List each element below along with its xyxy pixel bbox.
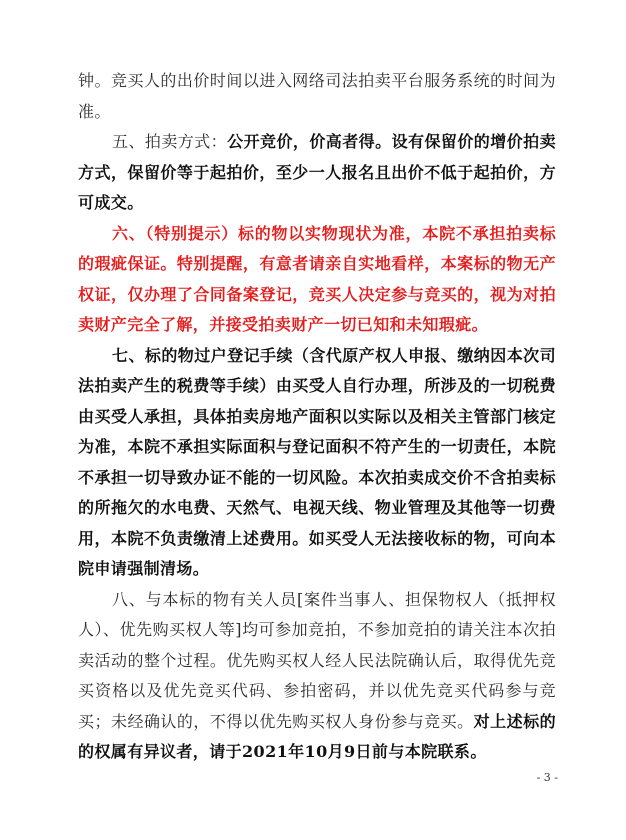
- related-parties-text: 八、与本标的物有关人员[案件当事人、担保物权人（抵押权人）、优先购买权人等]均可参加竞拍，不参加竞拍的请关注本次拍卖活动的整个过程。优先购买权人经人民法院确认后，取得优先竞买资格以及优先竞买代码、参拍密码，并以优先竞买代码参与竞买；未经确认的，不得以优先购买权人身份参与竞买。: [78, 589, 556, 731]
- paragraph-continuation: 钟。竞买人的出价时间以进入网络司法拍卖平台服务系统的时间为准。: [78, 71, 556, 121]
- document-body: [78, 66, 556, 768]
- paragraph-related-parties: [78, 585, 556, 768]
- auction-method-heading: 五、拍卖方式：: [112, 132, 228, 151]
- objection-deadline-text: 对上述标的的权属有异议者，请于2021年10月9日前与本院联系。: [78, 711, 556, 761]
- paragraph-transfer-registration: 七、标的物过户登记手续（含代原产权人申报、缴纳因本次司法拍卖产生的税费等手续）由买受人自行办理，所涉及的一切税费由买受人承担，具体拍卖房地产面积以实际以及相关主管部门核定为准，本院不承担实际面积与登记面积不符产生的一切责任，本院不承担一切导致办证不能的一切风险。本次拍卖成交价不含拍卖标的所拖欠的水电费、天然气、电视天线、物业管理及其他等一切费用，本院不负责缴清上述费用。如买受人无法接收标的物，可向本院申请强制清场。: [78, 345, 556, 578]
- paragraph-special-notice: 六、（特别提示）标的物以实物现状为准，本院不承担拍卖标的瑕疵保证。特别提醒，有意者请亲自实地看样，本案标的物无产权证，仅办理了合同备案登记，竞买人决定参与竞买的，视为对拍卖财产完全了解，并接受拍卖财产一切已知和未知瑕疵。: [78, 223, 556, 334]
- paragraph-auction-method: [78, 127, 556, 219]
- page-number: - 3 -: [536, 771, 558, 784]
- auction-method-text: 公开竞价，价高者得。设有保留价的增价拍卖方式，保留价等于起拍价，至少一人报名且出价不低于起拍价，方可成交。: [78, 132, 556, 212]
